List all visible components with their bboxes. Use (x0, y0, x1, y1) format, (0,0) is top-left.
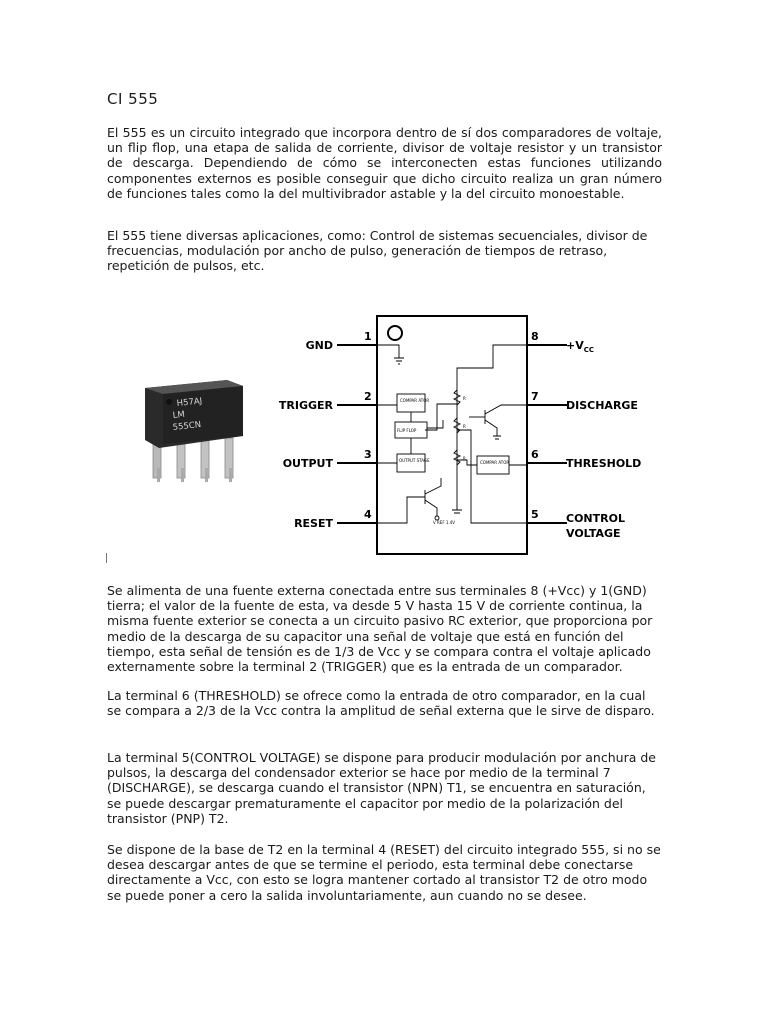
paragraph-control-voltage: La terminal 5(CONTROL VOLTAGE) se dispone para producir modulación por anchura de pulsos, la descarga del condensador exterior se hace por medio de la terminal 7 (DISCHARGE), se descarga cuando el transistor (NPN) T1, se encuentra en saturación, se puede descargar prematuramente el capacitor por medio de la polarización del transistor (PNP) T2. (107, 750, 656, 826)
resistor-label-2: R (463, 424, 466, 429)
comparator-right-label: COMPAR ATOR (480, 460, 510, 465)
pin-number-1: 1 (364, 330, 372, 343)
pin-label-voltage: VOLTAGE (566, 527, 621, 540)
pin-label-control: CONTROL (566, 512, 625, 525)
ic-555-figure (107, 310, 672, 560)
pin-label-threshold: THRESHOLD (566, 457, 642, 470)
chip-photo (145, 380, 243, 482)
resistor-label-1: R (463, 396, 466, 401)
pin-number-8: 8 (531, 330, 539, 343)
paragraph-threshold: La terminal 6 (THRESHOLD) se ofrece como la entrada de otro comparador, en la cual se compara a 2/3 de la Vcc contra la amplitud de señal externa que le sirve de disparo. (107, 688, 655, 719)
flipflop-label: FLIP FLOP (397, 428, 417, 433)
pin-number-7: 7 (531, 390, 539, 403)
pin-label-reset: RESET (294, 517, 333, 530)
paragraph-power-supply: Se alimenta de una fuente externa conectada entre sus terminales 8 (+Vcc) y 1(GND) tierra; el valor de la fuente de esta, va desde 5 V hasta 15 V de corriente continua, la misma fuente exterior se conecta a un circuito pasivo RC exterior, que proporciona por medio de la descarga de su capacitor una señal de voltaje que está en función del tiempo, esta señal de tensión es de 1/3 de Vcc y se compara contra el voltaje aplicado externamente sobre la terminal 2 (TRIGGER) que es la entrada de un comparador. (107, 583, 653, 675)
text-cursor (106, 553, 107, 563)
vref-label: V REF 1.4V (433, 520, 455, 525)
pin-label-discharge: DISCHARGE (566, 399, 638, 412)
ic-555-illustration (107, 310, 672, 560)
chip-marking-3: 555CN (172, 420, 202, 433)
document-title: CI 555 (107, 90, 159, 108)
output-stage-label: OUTPUT STAGE (399, 458, 430, 463)
pin-number-4: 4 (364, 508, 372, 521)
paragraph-intro: El 555 es un circuito integrado que incorpora dentro de sí dos comparadores de voltaje, un flip flop, una etapa de salida de corriente, divisor de voltaje resistor y un transistor de descarga. Dependiendo de cómo se interconecten estas funciones utilizando componentes externos es posible conseguir que dicho circuito realiza un gran número de funciones tales como la del multivibrador astable y la del circuito monoestable. (107, 125, 662, 201)
pin-label-gnd: GND (305, 339, 333, 352)
pin-label-output: OUTPUT (282, 457, 333, 470)
resistor-label-3: R (463, 456, 466, 461)
pin-number-5: 5 (531, 508, 539, 521)
chip-marking-2: LM (172, 409, 186, 421)
paragraph-applications: El 555 tiene diversas aplicaciones, como: Control de sistemas secuenciales, divisor de frecuencias, modulación por ancho de pulso, generación de tiempos de retraso, repetición de pulsos, etc. (107, 228, 648, 274)
chip-marking-1: H57AJ (176, 396, 203, 409)
pin-number-2: 2 (364, 390, 372, 403)
paragraph-reset: Se dispone de la base de T2 en la terminal 4 (RESET) del circuito integrado 555, si no se desea descargar antes de que se termine el periodo, esta terminal debe conectarse directamente a Vcc, con esto se logra mantener cortado al transistor T2 de otro modo se puede poner a cero la salida involuntariamente, aun cuando no se desee. (107, 842, 661, 903)
pin-label-vcc: $+V_{CC}$ (566, 339, 595, 354)
pin-number-6: 6 (531, 448, 539, 461)
pinout-diagram (279, 316, 641, 554)
comparator-top-label: COMPAR ATOR (400, 398, 430, 403)
pin-label-trigger: TRIGGER (278, 399, 333, 412)
pin-number-3: 3 (364, 448, 372, 461)
